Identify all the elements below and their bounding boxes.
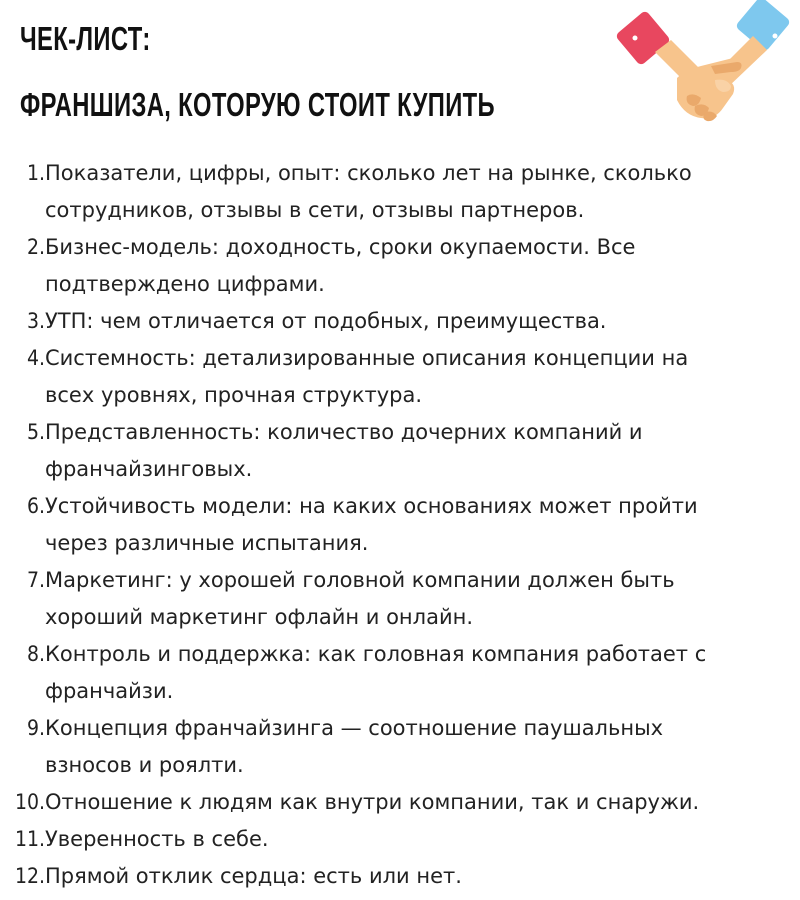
item-number: 6. [26,494,45,518]
list-item [0,710,800,784]
list-item [0,229,800,303]
item-number: 9. [26,716,45,740]
title-line-2: ФРАНШИЗА, КОТОРУЮ СТОИТ КУПИТЬ [20,86,495,123]
item-line: Уверенность в себе. [45,827,269,851]
item-line: франчайзинговых. [45,457,253,481]
list-item [0,858,800,895]
item-line: Отношение к людям как внутри компании, так и снаружи. [45,790,700,814]
item-text [45,414,800,488]
item-number: 2. [26,235,45,259]
item-text [45,229,800,303]
item-text [45,821,800,858]
item-line: Концепция франчайзинга — соотношение паушальных [45,716,664,740]
title-line-1: ЧЕК-ЛИСТ: [20,20,151,57]
item-number: 4. [26,346,45,370]
item-number: 10. [14,790,45,814]
item-line: Маркетинг: у хорошей головной компании должен быть [45,568,675,592]
item-number: 1. [26,161,45,185]
item-line: франчайзи. [45,679,174,703]
item-text [45,636,800,710]
item-line: Прямой отклик сердца: есть или нет. [45,864,462,888]
item-text [45,340,800,414]
item-number: 7. [26,568,45,592]
item-number: 5. [26,420,45,444]
list-item [0,303,800,340]
list-item [0,155,800,229]
item-text [45,303,800,340]
item-text [45,562,800,636]
list-item [0,488,800,562]
item-line: Контроль и поддержка: как головная компания работает с [45,642,707,666]
item-text [45,488,800,562]
list-item [0,340,800,414]
item-number: 3. [26,309,45,333]
right-cuff [735,0,791,52]
item-line: Представленность: количество дочерних компаний и [45,420,643,444]
item-line: всех уровнях, прочная структура. [45,383,423,407]
checklist [0,155,800,895]
item-number: 8. [26,642,45,666]
item-text [45,784,800,821]
item-line: через различные испытания. [45,531,369,555]
list-item [0,414,800,488]
list-item [0,784,800,821]
item-text [45,155,800,229]
item-line: подтверждено цифрами. [45,272,325,296]
item-text [45,710,800,784]
handshake-icon [615,0,800,140]
list-item [0,562,800,636]
item-line: Бизнес-модель: доходность, сроки окупаемости. Все [45,235,636,259]
item-line: Системность: детализированные описания концепции на [45,346,689,370]
list-item [0,636,800,710]
item-line: Показатели, цифры, опыт: сколько лет на рынке, сколько [45,161,692,185]
item-line: Устойчивость модели: на каких основаниях может пройти [45,494,698,518]
item-line: УТП: чем отличается от подобных, преимущества. [45,309,607,333]
item-number: 12. [14,864,45,888]
item-line: взносов и роялти. [45,753,244,777]
item-line: сотрудников, отзывы в сети, отзывы партнеров. [45,198,585,222]
item-number: 11. [14,827,45,851]
list-item [0,821,800,858]
item-line: хороший маркетинг офлайн и онлайн. [45,605,473,629]
item-text [45,858,800,895]
